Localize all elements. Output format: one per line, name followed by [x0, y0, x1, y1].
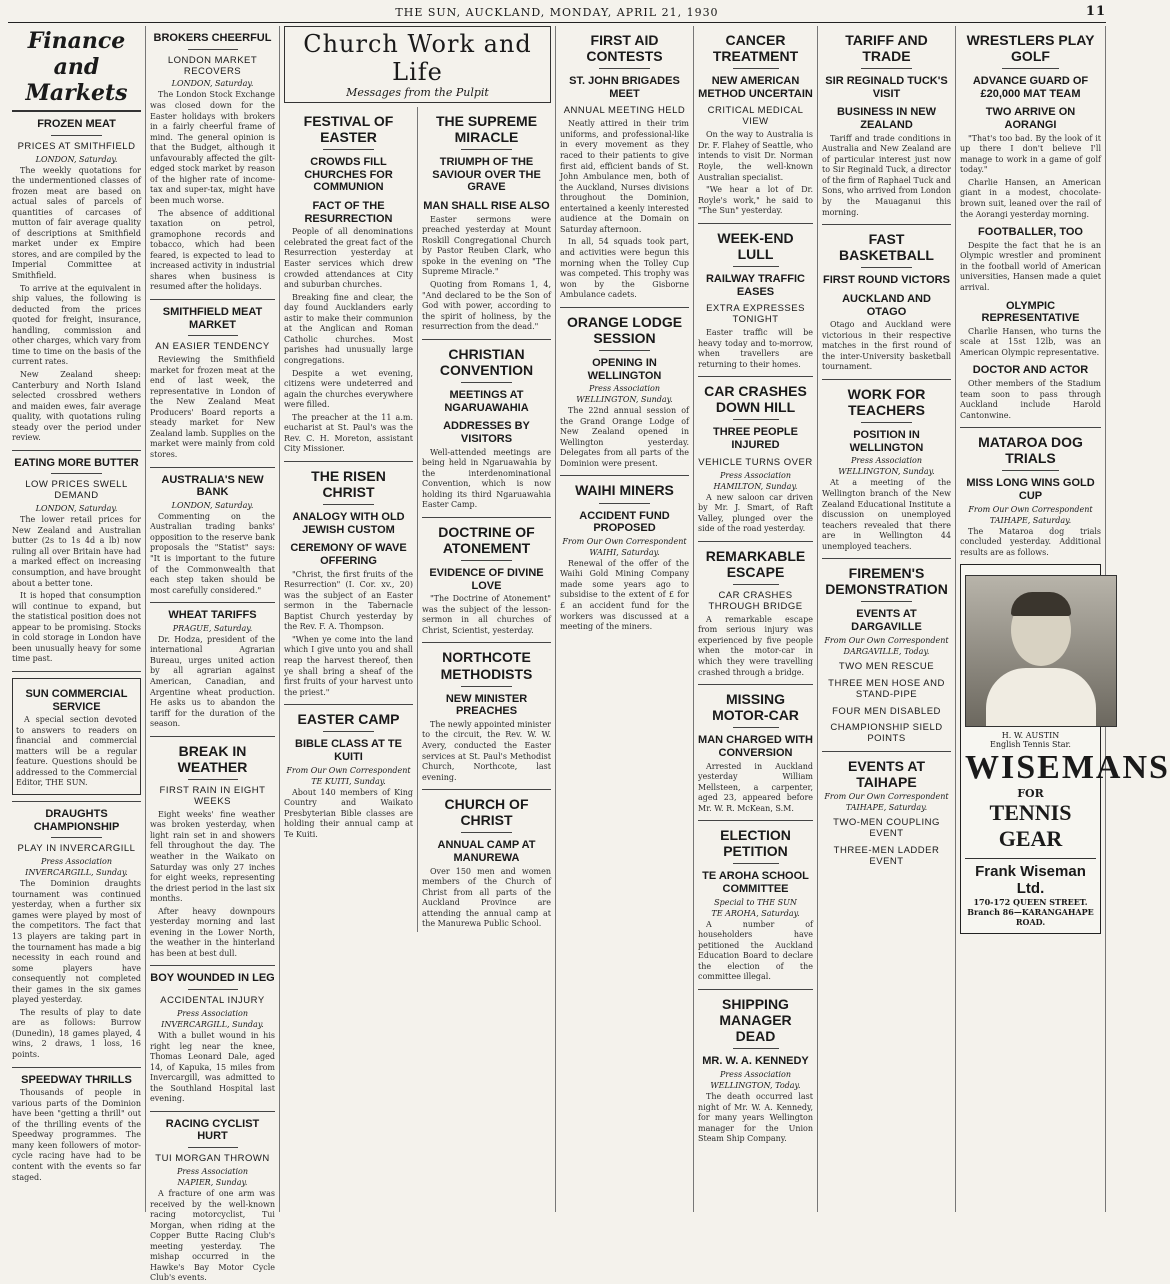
dateline: INVERCARGILL, Sunday. [25, 868, 128, 878]
subhead-man-shall-rise: MAN SHALL RISE ALSO [423, 200, 550, 213]
assoc: Press Association [176, 1009, 249, 1019]
article-body: The weekly quotations for the undermentioned classes of frozen meat are based on actual sales of parcels of quantities of carcases of mutton of fair average quality of descriptions at Smithfield market under ex Empire stores, and are compiled by the Imperial Committee at Smithfield. To arrive at the equivalent in ship values, the following is deducted from the prices quoted for freight, insurance, handling, commission and other charges, which vary from time to time on the basis of the current rates. New Zealand sheep: Canterbury and North Island selected crossbred wethers and maiden ewes, fair average quality, with quotations ruling steady over the period under review. [12, 165, 141, 443]
article-body: A fracture of one arm was received by the well-known racing motorcyclist, Tui Morgan, when riding at the Copper Butte Racing Club's meeting yesterday. The mishap occurred in the Hawke's Bay Motor Cycle Club's events. [150, 1189, 275, 1283]
article-body: Tariff and trade conditions in Australia and New Zealand are of particular interest just now to Sir Reginald Tuck, a director of the firm of Raphael Tuck and Sons, who arrived from London by the Mauaganui this morning. [822, 133, 951, 217]
headline-election-petition: ELECTION PETITION [720, 827, 791, 860]
subhead-conversion: MAN CHARGED WITH CONVERSION [698, 734, 813, 759]
headline-supreme-miracle: THE SUPREME MIRACLE [435, 113, 538, 146]
article-body: The Mataroa dog trials concluded yesterday. Additional results are as follows. [960, 526, 1101, 557]
subhead-london-market: LONDON MARKET RECOVERS [167, 54, 258, 77]
headline-sun-commercial-service: SUN COMMERCIAL SERVICE [25, 687, 128, 713]
dateline: INVERCARGILL, Sunday. [161, 1020, 264, 1030]
headline-week-end-lull: WEEK-END LULL [717, 229, 794, 262]
subhead-accident-fund: ACCIDENT FUND PROPOSED [579, 509, 670, 535]
dateline: NAPIER, Sunday. [177, 1178, 248, 1188]
assoc: Press Association [176, 1167, 249, 1177]
column-6 [694, 26, 818, 1212]
subhead-low-prices: LOW PRICES SWELL DEMAND [25, 479, 128, 502]
subhead-critical-view: CRITICAL MEDICAL VIEW [707, 105, 804, 128]
subhead-wave-offering: CEREMONY OF WAVE OFFERING [290, 542, 407, 567]
subhead-dargaville: EVENTS AT DARGAVILLE [851, 608, 922, 634]
subhead-auckland-otago: AUCKLAND AND OTAGO [842, 292, 931, 318]
event-championship-shield: CHAMPIONSHIP SIELD POINTS [830, 722, 943, 745]
subhead-position-wellington: POSITION IN WELLINGTON [849, 429, 924, 454]
headline-work-teachers: WORK FOR TEACHERS [847, 385, 926, 419]
headline-break-in-weather: BREAK IN WEATHER [177, 742, 248, 775]
article-body: Otago and Auckland were victorious in their respective matches in the first round of the inter-University basketball tournament. [822, 320, 951, 372]
headline-remarkable-escape: REMARKABLE ESCAPE [705, 547, 806, 580]
headline-speedway: SPEEDWAY THRILLS [21, 1073, 132, 1086]
assoc: Press Association [850, 456, 923, 466]
ad-product: TENNIS GEAR [989, 800, 1072, 852]
headline-car-crashes: CAR CRASHES DOWN HILL [704, 383, 807, 416]
headline-eating-more-butter: EATING MORE BUTTER [14, 456, 139, 469]
assoc: Special to THE SUN [714, 897, 797, 907]
subhead-te-aroha: TE AROHA SCHOOL COMMITTEE [702, 870, 809, 896]
subhead-ngaruawahia: MEETINGS AT NGARUAWAHIA [444, 388, 529, 414]
headline-orange-lodge: ORANGE LODGE SESSION [566, 313, 683, 346]
article-body: Reviewing the Smithfield market for frozen meat at the end of last week, the representative in London of the New Zealand Meat Producers' Board reports a steady market for New Zealand lamb. Supplies on the market were mainly from cold stores. [150, 355, 275, 459]
subhead-manurewa: ANNUAL CAMP AT MANUREWA [437, 839, 536, 865]
subhead-divine-love: EVIDENCE OF DIVINE LOVE [429, 566, 544, 592]
headline-firemen: FIREMEN'S DEMONSTRATION [825, 565, 948, 598]
article-body: Dr. Hodza, president of the international Agrarian Bureau, urges united action by all agrarian against American, Canadian, and Argentine wheat production. He asks us to abandon the tariff for the duration of the season. [150, 634, 275, 729]
dateline: WELLINGTON, Sunday. [838, 467, 935, 477]
subhead-accidental-injury: ACCIDENTAL INJURY [160, 995, 265, 1007]
subhead-aorangi: TWO ARRIVE ON AORANGI [985, 106, 1076, 132]
article-body: The Dominion draughts tournament was continued yesterday, when a further six games were played by most of the competitors. The fact that 13 players are taking part in the tournament has made a big necessity in each round and some players have consequently not completed their games in the six games played yesterday. The results of play to date are as follows: Burrow (Dunedin), 18 games played, 4 wins, 2 draws, 1 loss, 16 points. [12, 879, 141, 1059]
dateline: LONDON, Saturday. [35, 504, 118, 514]
article-body: A special section devoted to answers to readers on financial and commercial matters will be a regular feature. Questions should be addressed to the Commercial Editor, THE SUN. [16, 715, 137, 788]
article-body: About 140 members of King Country and Waikato Presbyterian Bible classes are holding their annual camp at Te Kuiti. [284, 787, 413, 839]
subhead-railway: RAILWAY TRAFFIC EASES [705, 272, 805, 298]
subhead-miss-long: MISS LONG WINS GOLD CUP [966, 477, 1095, 503]
headline-taihape: EVENTS AT TAIHAPE [847, 758, 925, 791]
subhead-first-round: FIRST ROUND VICTORS [823, 274, 950, 287]
assoc: Press Association [719, 470, 792, 480]
article-body: Neatly attired in their trim uniforms, and professional-like in every movement as they raced to their patients to give first aid, efficient bands of St. John Ambulance men, both of the Auckland, Nurses divisions throughout the Dominion, entertained a keenly interested audience at the Domain on Saturday afternoon. In all, 54 squads took part, and activities were begun this morning when the Tolley Cup was competed. This trophy was won by the Gisborne Ambulance cadets. [560, 119, 689, 300]
subhead-triumph: TRIUMPH OF THE SAVIOUR OVER THE GRAVE [432, 156, 541, 194]
dateline: PRAGUE, Saturday. [172, 623, 253, 633]
headline-footballer: FOOTBALLER, TOO [978, 226, 1083, 239]
article-body: A remarkable escape from serious injury was experienced by five people when the motor-car in which they were travelling crashed through a bridge. [698, 614, 813, 677]
subhead-bridge: CAR CRASHES THROUGH BRIDGE [708, 589, 803, 612]
article-body: Thousands of people in various parts of the Dominion have been "getting a thrill" out of the thrilling events of the Speedway programmes. The many keen followers of motor-cycle racing have had to be content with the events so far staged. [12, 1088, 141, 1182]
headline-cancer: CANCER TREATMENT [712, 32, 799, 65]
article-body: Renewal of the offer of the Waihi Gold Mining Company made some years ago to subsidise to the extent of £ for £ an accident fund for the workers was discussed at a meeting of the miners. [560, 558, 689, 632]
subhead-st-john: ST. JOHN BRIGADES MEET [569, 75, 680, 100]
headline-missing-car: MISSING MOTOR-CAR [712, 691, 799, 724]
subhead-annual-meeting: ANNUAL MEETING HELD [563, 105, 686, 117]
headline-festival-of-easter: FESTIVAL OF EASTER [303, 113, 394, 146]
headline-fast-basketball: FAST BASKETBALL [839, 231, 934, 264]
article-body: People of all denominations celebrated the great fact of the Resurrection yesterday at Easter services which drew crowded attendances at City and suburban churches. Breaking fine and clear, the day found Aucklanders early astir to make their communion at the Anglican and Roman Catholic churches. Most parishes had unusually large congregations. Despite a wet evening, citizens were undeterred and again the churches everywhere were filled. The preacher at the 11 a.m. eucharist at St. Paul's was the Rev. C. H. Moreton, assistant City Missioner. [284, 227, 413, 454]
assoc: From Our Own Correspondent [286, 765, 411, 775]
dateline: LONDON, Saturday. [171, 500, 254, 510]
subhead-smithfield: PRICES AT SMITHFIELD [17, 140, 136, 152]
article-body: Despite the fact that he is an Olympic wrestler and prominent in the football world of American universities, Hansen made a quiet arrival. [960, 240, 1101, 292]
subhead-new-minister: NEW MINISTER PREACHES [445, 692, 528, 718]
column-finance-1 [8, 26, 146, 1212]
masthead-title: THE SUN, AUCKLAND, MONDAY, APRIL 21, 1930 [395, 6, 719, 19]
headline-brokers-cheerful: BROKERS CHEERFUL [153, 32, 272, 44]
subhead-tuck: SIR REGINALD TUCK'S VISIT [825, 75, 948, 100]
assoc: From Our Own Correspondent [968, 504, 1093, 514]
wisemans-advertisement [960, 564, 1170, 934]
subhead-business-nz: BUSINESS IN NEW ZEALAND [836, 106, 936, 132]
assoc: Press Association [40, 857, 113, 867]
dateline: DARGAVILLE, Today. [843, 646, 930, 656]
article-body: Over 150 men and women members of the Church of Christ from all parts of the Auckland Province are attending the annual camp at the Manurewa Public School. [422, 866, 551, 929]
event-three-men-hose: THREE MEN HOSE AND STAND-PIPE [828, 677, 945, 700]
headline-shipping-manager: SHIPPING MANAGER DEAD [719, 996, 792, 1045]
event-two-men-coupling: TWO-MEN COUPLING EVENT [833, 817, 940, 840]
event-two-men-rescue: TWO MEN RESCUE [838, 660, 935, 672]
article-body: "The Doctrine of Atonement" was the subject of the lesson-sermon in all churches of Christ, Scientist, yesterday. [422, 594, 551, 635]
column-8 [956, 26, 1170, 1212]
column-5 [556, 26, 694, 1212]
article-body: Eight weeks' fine weather was broken yesterday, when light rain set in and showers fell throughout the day. The weather in the Waikato on Saturday was only 27 inches for eight weeks, representing the driest period in the last six months. After heavy downpours yesterday morning and last evening in the Lower North, the weather in the hinterland has been at best dull. [150, 809, 275, 958]
headline-church-of-christ: CHURCH OF CHRIST [444, 796, 529, 829]
headline-draughts: DRAUGHTS CHAMPIONSHIP [33, 808, 120, 833]
article-body: The death occurred last night of Mr. W. A. Kennedy, for many years Wellington manager for the Union Steam Ship Company. [698, 1091, 813, 1144]
subhead-resurrection: FACT OF THE RESURRECTION [304, 200, 393, 225]
article-body: The London Stock Exchange was closed down for the Easter holidays with brokers in a fairly cheerful frame of mind. The general opinion is that the Budget, although it unfavourably affected the gilt-edged stock market by reason of the higher rate of income-tax and super-tax, might have been much worse. The absence of additional taxation on petrol, gramophone records and tobacco, which had been feared, is expected to lead to increased activity in industrial shares when business is resumed after the holidays. [150, 90, 275, 292]
subhead-analogy: ANALOGY WITH OLD JEWISH CUSTOM [292, 511, 405, 536]
article-body: At a meeting of the Wellington branch of the New Zealand Educational Institute a discussion on unemployed teachers revealed that there are in Wellington 44 unemployed teachers. [822, 478, 951, 551]
subhead-invercargill: PLAY IN INVERCARGILL [17, 843, 136, 855]
ad-title: WISEMANS [965, 749, 1170, 787]
dateline: TE AROHA, Saturday. [711, 908, 800, 918]
dateline: TE KUITI, Sunday. [311, 776, 386, 786]
headline-wheat-tariffs: WHEAT TARIFFS [168, 609, 257, 622]
article-body: The 22nd annual session of the Grand Orange Lodge of New Zealand opened in Wellington yesterday. Delegates from all parts of the Dominion were present. [560, 406, 689, 468]
event-four-men-disabled: FOUR MEN DISABLED [832, 705, 941, 717]
article-body: Easter traffic will be heavy today and to-morrow, when travellers are returning to their homes. [698, 328, 813, 369]
article-body: "Christ, the first fruits of the Resurrection" (I. Cor. xv., 20) was the subject of an Easter sermon in the Tabernacle Baptist Church yesterday by the Rev. F. A. Thompson. "When ye come into the land which I give unto you and shall reap the harvest thereof, then ye shall bring a sheaf of the first fruits of your harvest unto the priest." [284, 569, 413, 697]
ad-firm: Frank Wiseman Ltd. [965, 858, 1096, 897]
subhead-advance-guard: ADVANCE GUARD OF £20,000 MAT TEAM [972, 75, 1089, 100]
headline-frozen-meat: FROZEN MEAT [37, 118, 116, 130]
headline-doctor-actor: DOCTOR AND ACTOR [972, 364, 1089, 377]
headline-australia-bank: AUSTRALIA'S NEW BANK [161, 473, 264, 499]
section-title-finance: Finance and Markets [12, 26, 141, 112]
headline-waihi-miners: WAIHI MINERS [575, 482, 674, 499]
headline-boy-wounded: BOY WOUNDED IN LEG [150, 972, 275, 985]
article-body: The lower retail prices for New Zealand and Australian butter (2s to 1s 4d a lb) now ruling all over Britain have had a marked effect on increasing consumption, and have brought about a better tone. It is hoped that consumption will continue to expand, but the statistical position does not appear to be promising. Stocks in cold storage in London have been unusually heavy for some time past. [12, 515, 141, 664]
assoc: From Our Own Correspondent [562, 536, 687, 546]
headline-wrestlers-golf: WRESTLERS PLAY GOLF [966, 32, 1095, 65]
headline-smithfield: SMITHFIELD MEAT MARKET [162, 305, 263, 331]
church-banner [284, 26, 551, 103]
headline-atonement: DOCTRINE OF ATONEMENT [438, 523, 535, 556]
dateline: HAMILTON, Sunday. [713, 481, 798, 491]
column-7 [818, 26, 956, 1212]
assoc: From Our Own Correspondent [824, 635, 949, 645]
assoc: Press Association [588, 384, 661, 394]
subhead-addresses: ADDRESSES BY VISITORS [443, 420, 530, 445]
subhead-easier-tendency: AN EASIER TENDENCY [155, 341, 270, 353]
subhead-vehicle-turns: VEHICLE TURNS OVER [698, 456, 813, 468]
subhead-wellington: OPENING IN WELLINGTON [587, 356, 662, 382]
article-body: On the way to Australia is Dr. F. Flahey of Seattle, who intends to visit Dr. Norman Royle, the well-known Australian specialist. "We hear a lot of Dr. Royle's work," he said to "The Sun" yesterday. [698, 130, 813, 216]
dateline: TAIHAPE, Saturday. [989, 515, 1072, 525]
assoc: Press Association [719, 1069, 792, 1079]
article-body: "That's too bad. By the look of it up there I don't believe I'll manage to work in a game of golf today." Charlie Hansen, an American giant in a modest, chocolate-brown suit, leaned over the rail of the Aorangi yesterday morning. [960, 133, 1101, 219]
article-body: Well-attended meetings are being held in Ngaruawahia by the interdenominational Convention, which is now holding its third Ngaruawahia Easter Camp. [422, 447, 551, 510]
article-body: A number of householders have petitioned the Auckland Education Board to declare the election of the committee illegal. [698, 919, 813, 982]
subhead-bible-class: BIBLE CLASS AT TE KUITI [295, 738, 402, 763]
church-subtitle: Messages from the Pulpit [346, 86, 489, 99]
photo-caption: H. W. AUSTIN English Tennis Star. [990, 731, 1071, 750]
article-body: The newly appointed minister to the circuit, the Rev. W. W. Avery, conducted the Easter services at St. Paul's Methodist Church, Northcote, last evening. [422, 719, 552, 782]
headline-olympic: OLYMPIC REPRESENTATIVE [981, 299, 1080, 325]
column-church [280, 26, 556, 1212]
masthead [8, 4, 1106, 23]
headline-christian-convention: CHRISTIAN CONVENTION [439, 345, 534, 378]
headline-first-aid: FIRST AID CONTESTS [586, 32, 663, 65]
dateline: WELLINGTON, Today. [710, 1080, 801, 1090]
article-body: Easter sermons were preached yesterday at Mount Roskill Congregational Church by Pastor Reuben Clark, who spoke in the evening on "The Supreme Miracle." Quoting from Romans 1, 4, "And declared to be the Son of God with power, according to the spirit of holiness, by the resurrection from the dead." [422, 214, 551, 332]
dateline: WAIHI, Saturday. [589, 547, 660, 557]
dateline: LONDON, Saturday. [35, 154, 118, 164]
subhead-first-rain: FIRST RAIN IN EIGHT WEEKS [159, 784, 266, 807]
assoc: From Our Own Correspondent [824, 792, 949, 802]
dateline: WELLINGTON, Sunday. [576, 395, 673, 405]
page-number: 11 [1085, 4, 1106, 19]
article-body: Charlie Hansen, who turns the scale at 15st 12lb, was an American Olympic representative. [960, 326, 1101, 357]
article-body: Other members of the Stadium team soon to pass through Auckland include Harold Cantonwine. [960, 379, 1101, 420]
ad-for: FOR [1017, 787, 1044, 801]
headline-northcote: NORTHCOTE METHODISTS [440, 649, 533, 682]
subhead-three-injured: THREE PEOPLE INJURED [713, 426, 798, 452]
article-body: Arrested in Auckland yesterday William Mellsteen, a carpenter, aged 23, appeared before Mr. W. R. McKean, S.M. [698, 761, 813, 813]
article-body: With a bullet wound in his right leg near the knee, Thomas Leonard Dale, aged 14, of Kapuka, 15 miles from Invercargill, was admitted to the Southland Hospital last evening. [150, 1031, 275, 1104]
subhead-kennedy: MR. W. A. KENNEDY [702, 1055, 809, 1068]
subhead-extra-expresses: EXTRA EXPRESSES TONIGHT [706, 303, 805, 326]
dateline: TAIHAPE, Saturday. [845, 803, 928, 813]
church-title: Church Work and Life [303, 30, 532, 86]
subhead-american-method: NEW AMERICAN METHOD UNCERTAIN [698, 75, 813, 100]
dateline: LONDON, Saturday. [171, 79, 254, 89]
headline-tariff-trade: TARIFF AND TRADE [845, 32, 928, 65]
column-finance-2 [146, 26, 280, 1283]
tennis-player-photo [965, 575, 1117, 727]
subhead-crowds: CROWDS FILL CHURCHES FOR COMMUNION [304, 156, 393, 194]
ad-address: 170-172 QUEEN STREET. [973, 897, 1088, 908]
headline-mataroa: MATAROA DOG TRIALS [978, 434, 1083, 467]
event-three-men-ladder: THREE-MEN LADDER EVENT [833, 845, 940, 868]
article-body: A new saloon car driven by Mr. J. Smart, of Raft Valley, plunged over the side of the road yesterday. [698, 492, 813, 534]
ad-branch: Branch 86—KARANGAHAPE ROAD. [967, 907, 1094, 928]
article-body: Commenting on the Australian trading banks' opposition to the reserve bank proposals the "Statist" says: "It is important to the future of the Commonwealth that each step taken should be most carefully considered." [150, 511, 275, 595]
headline-racing-cyclist: RACING CYCLIST HURT [165, 1117, 260, 1143]
headline-risen-christ: THE RISEN CHRIST [311, 467, 386, 500]
subhead-tui-morgan: TUI MORGAN THROWN [155, 1153, 270, 1165]
headline-easter-camp: EASTER CAMP [297, 711, 400, 728]
